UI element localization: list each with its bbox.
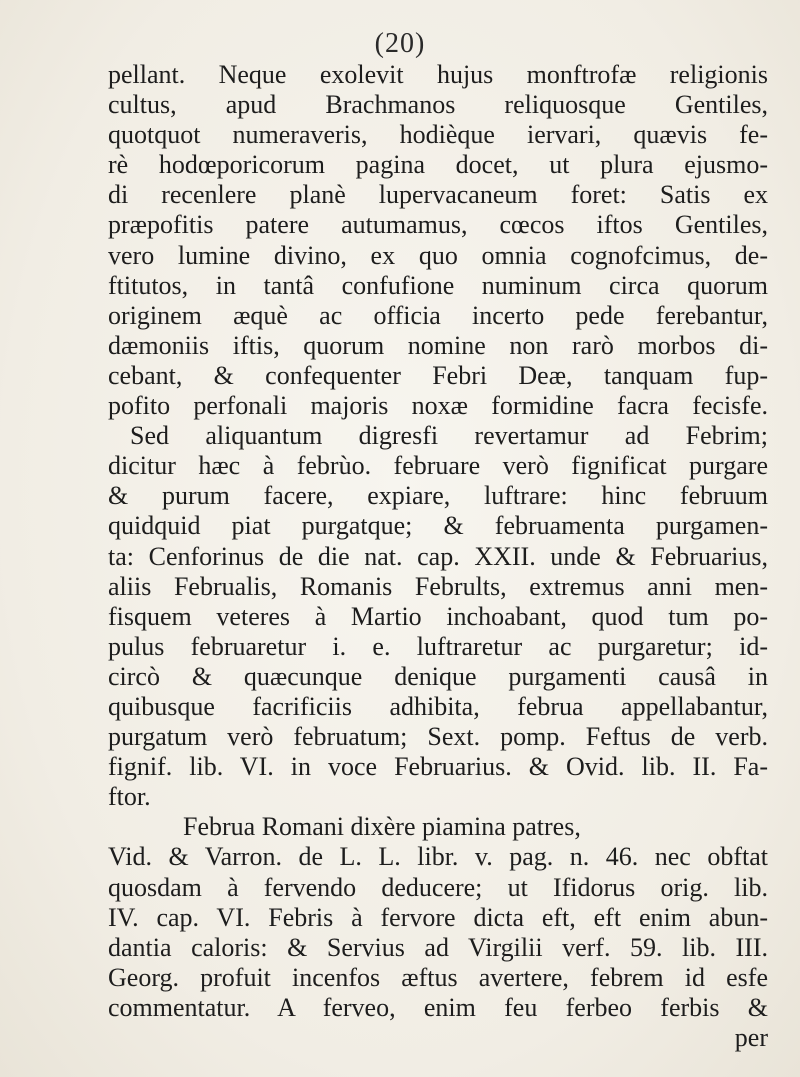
text-line: & purum facere, expiare, luftrare: hinc februum [108,481,768,511]
text-line: vero lumine divino, ex quo omnia cognofcimus, de- [108,240,768,270]
text-line: dicitur hæc à febrùo. februare verò fignificat purgare [108,451,768,481]
body-text [108,60,768,1053]
verse-line: Februa Romani dixère piamina patres, [183,812,581,842]
text-line: pellant. Neque exolevit hujus monftrofæ religionis [108,60,768,89]
text-line: fignif. lib. VI. in voce Februarius. & Ovid. lib. II. Fa- [108,752,768,782]
text-line: Sed aliquantum digresfi revertamur ad Febrim; [130,421,768,451]
text-line: dantia caloris: & Servius ad Virgilii verf. 59. lib. III. [108,932,768,962]
text-line: Vid. & Varron. de L. L. libr. v. pag. n. 46. nec obftat [108,842,768,872]
text-line: quosdam à fervendo deducere; ut Ifidorus orig. lib. [108,872,768,902]
text-line: quidquid piat purgatque; & februamenta purgamen- [108,511,768,541]
text-line: pofito perfonali majoris noxæ formidine facra fecisfe. [108,391,768,421]
text-line: cultus, apud Brachmanos reliquosque Gentiles, [108,90,768,120]
text-line: ftor. [108,782,151,812]
text-line: purgatum verò februatum; Sext. pomp. Feftus de verb. [108,722,768,752]
text-line: ta: Cenforinus de die nat. cap. XXII. unde & Februarius, [108,541,768,571]
text-line: quotquot numeraveris, hodièque iervari, quævis fe- [108,120,768,150]
text-line: aliis Februalis, Romanis Febrults, extremus anni men- [108,571,768,601]
text-line: rè hodœporicorum pagina docet, ut plura ejusmo- [108,150,768,180]
text-line: Georg. profuit incenfos æftus avertere, febrem id esfe [108,962,768,992]
text-line: circò & quæcunque denique purgamenti causâ in [108,661,768,691]
catchword: per [734,1023,768,1052]
text-line: cebant, & confequenter Febri Deæ, tanquam fup- [108,360,768,390]
text-line: commentatur. A ferveo, enim feu ferbeo ferbis & [108,992,768,1022]
text-line: ftitutos, in tantâ confufione numinum circa quorum [108,270,768,300]
text-line: di recenlere planè lupervacaneum foret: Satis ex [108,180,768,210]
text-line: fisquem veteres à Martio inchoabant, quod tum po- [108,601,768,631]
text-line: pulus februaretur i. e. luftraretur ac purgaretur; id- [108,631,768,661]
text-line: IV. cap. VI. Febris à fervore dicta eft, eft enim abun- [108,902,768,932]
text-line: præpofitis patere autumamus, cœcos iftos Gentiles, [108,210,768,240]
page-number: (20) [374,28,426,59]
text-line: quibusque facrificiis adhibita, februa appellabantur, [108,691,768,721]
text-line: dæmoniis iftis, quorum nomine non rarò morbos di- [108,330,768,360]
text-line: originem æquè ac officia incerto pede ferebantur, [108,300,768,330]
